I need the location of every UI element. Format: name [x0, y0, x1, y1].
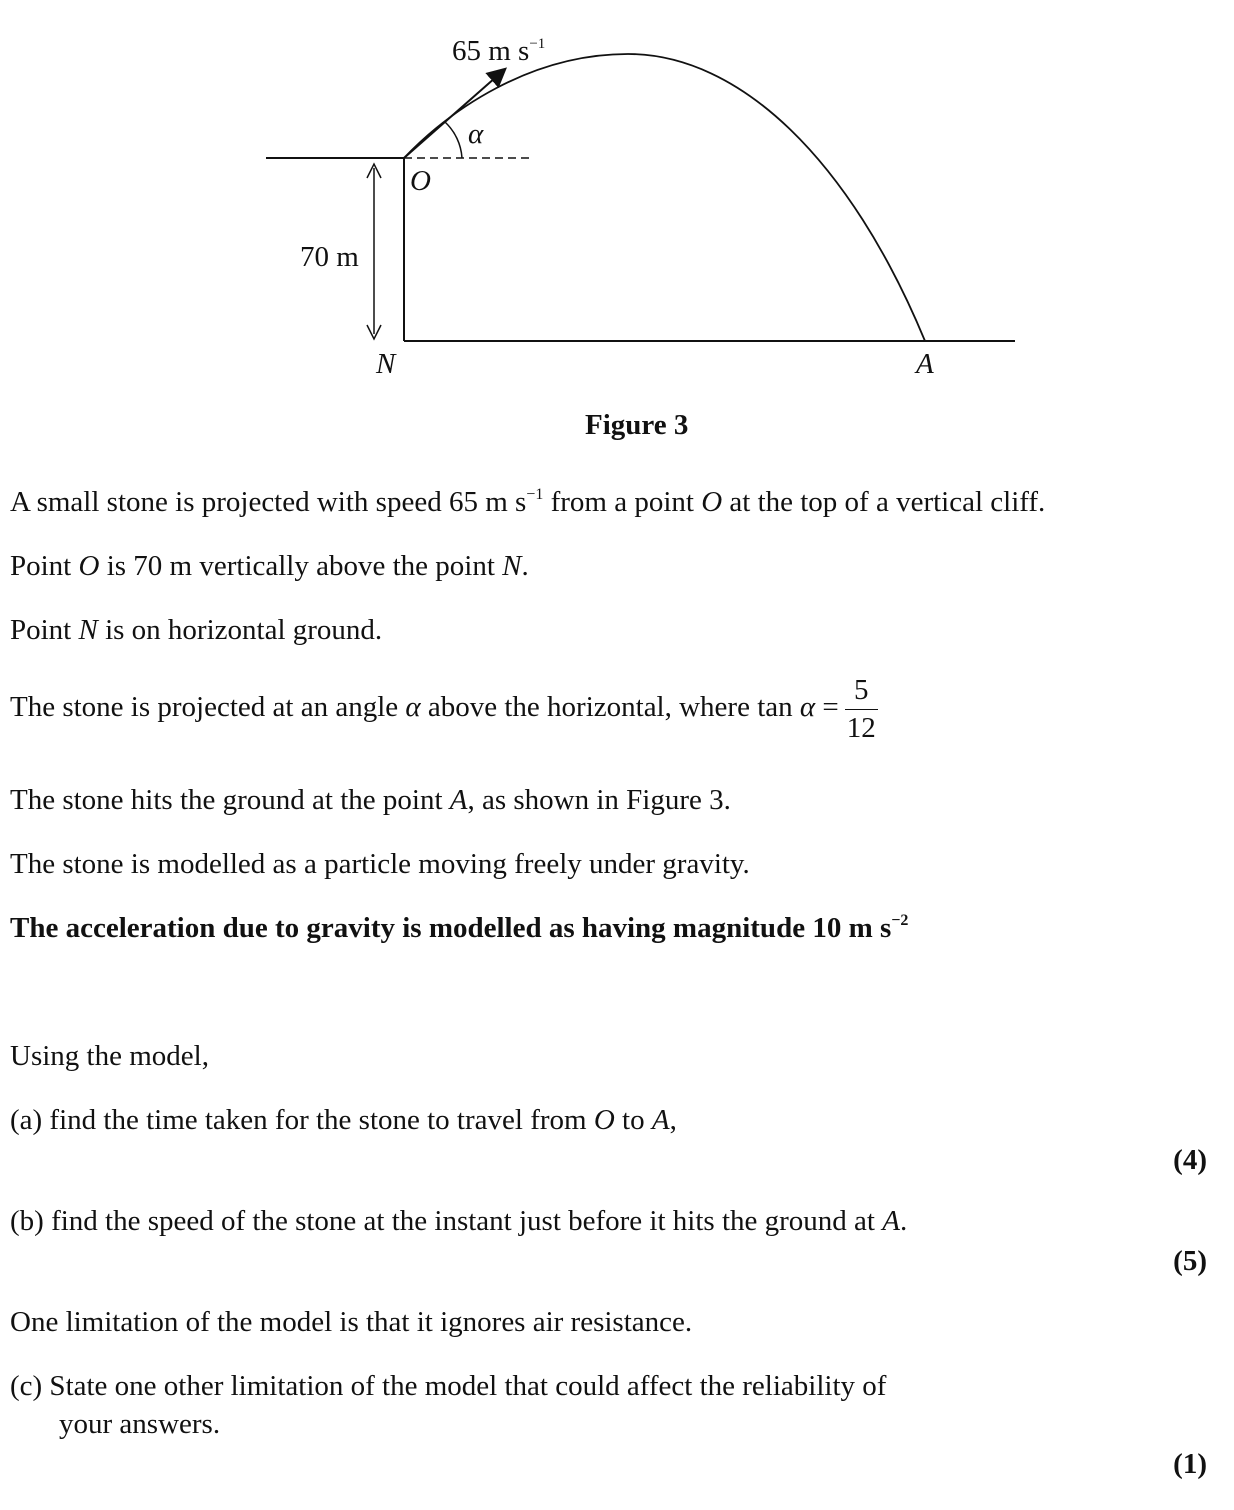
- text-line-5: The stone hits the ground at the point A, as shown in Figure 3.: [10, 784, 731, 816]
- text-line-gravity: The acceleration due to gravity is modelled as having magnitude 10 m $s^{-2}$: [10, 912, 909, 944]
- question-b: (b) find the speed of the stone at the instant just before it hits the ground at A.: [10, 1205, 908, 1237]
- angle-label: α: [468, 118, 484, 150]
- text-line-using-model: Using the model,: [10, 1040, 209, 1072]
- projectile-diagram: [0, 0, 1234, 400]
- question-c-cont: your answers.: [59, 1408, 221, 1440]
- angle-arc: [445, 122, 462, 158]
- question-c: (c) State one other limitation of the model that could affect the reliability of: [10, 1370, 887, 1402]
- height-label: 70 m: [300, 241, 359, 273]
- figure-caption-text: Figure 3: [585, 409, 689, 441]
- text-line-4: The stone is projected at an angle α above the horizontal, where tan α = $\frac{5}{12}$: [10, 674, 876, 744]
- marks-b: (5): [1173, 1245, 1207, 1277]
- text-line-2: Point O is 70 m vertically above the point N.: [10, 550, 529, 582]
- fraction: $\frac{5}{12}$: [846, 674, 876, 744]
- trajectory-curve: [404, 54, 925, 341]
- point-a-label: A: [916, 348, 934, 380]
- text-line-limitation: One limitation of the model is that it ignores air resistance.: [10, 1306, 693, 1338]
- text-line-1: A small stone is projected with speed 65 m $s^{-1}$ from a point O at the top of a vertical cliff.: [10, 486, 1046, 518]
- speed-label: 65 m $s^{-1}$: [452, 35, 546, 67]
- marks-c: (1): [1173, 1448, 1207, 1480]
- text-line-6: The stone is modelled as a particle moving freely under gravity.: [10, 848, 750, 880]
- text-line-3: Point N is on horizontal ground.: [10, 614, 383, 646]
- point-n-label: N: [376, 348, 396, 380]
- question-a: (a) find the time taken for the stone to travel from O to A,: [10, 1104, 677, 1136]
- marks-a: (4): [1173, 1144, 1207, 1176]
- point-o-label: O: [410, 165, 431, 197]
